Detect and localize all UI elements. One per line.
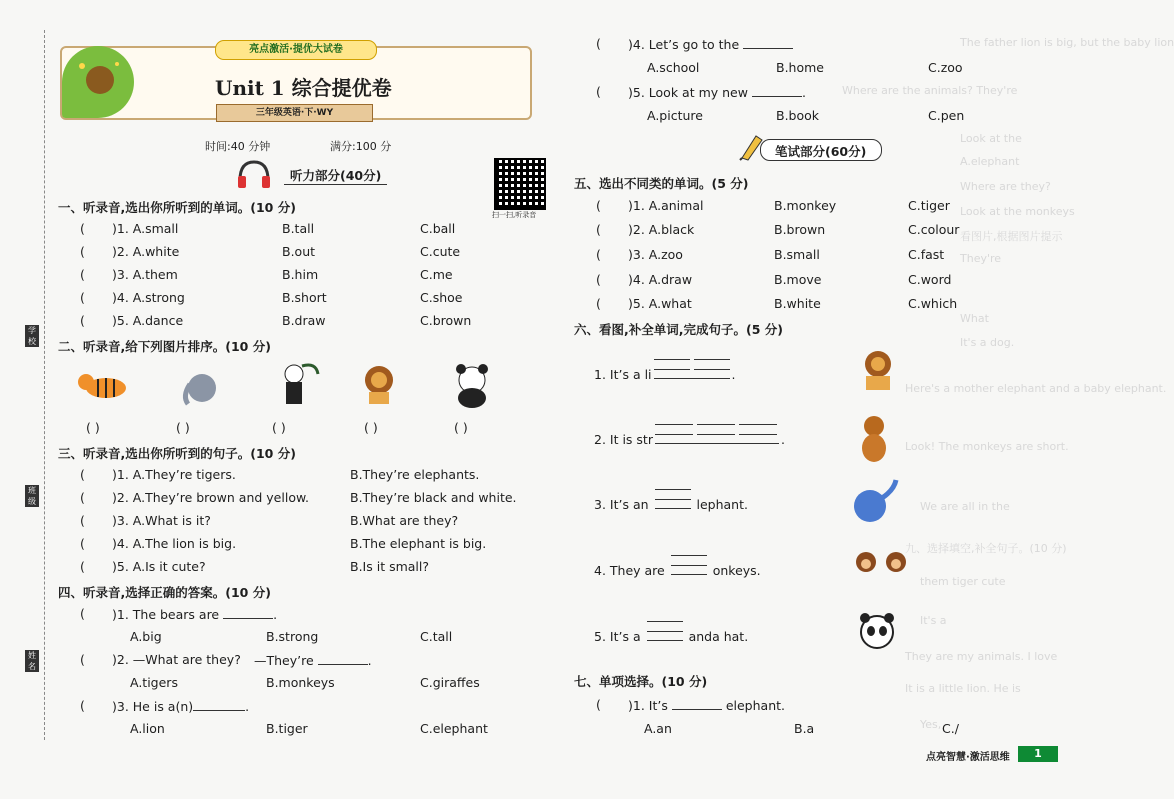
option: C.cute: [420, 244, 461, 259]
section-title: 六、看图,补全单词,完成句子。(5 分): [574, 322, 783, 337]
paren: (: [80, 652, 85, 667]
option: )2. A.white: [112, 244, 180, 259]
answer-paren[interactable]: ( ): [272, 420, 286, 435]
question: [628, 697, 785, 713]
option: B.a: [794, 721, 815, 736]
option: )5. A.dance: [112, 313, 184, 328]
paren: (: [596, 697, 601, 712]
ghost-text: They are my animals. I love: [905, 650, 1058, 663]
answer-blank[interactable]: [672, 697, 722, 710]
question-text: )2. —What are they?: [112, 652, 241, 667]
question: )3. He is a(n) .: [112, 699, 250, 714]
paren: (: [596, 36, 601, 51]
ghost-text: Look! The monkeys are short.: [905, 440, 1069, 453]
sentence-prefix: 5. It’s a: [594, 629, 641, 644]
ghost-text: Where are the animals? They're: [842, 84, 1018, 97]
option: A.lion: [130, 721, 165, 736]
answer-blank[interactable]: [223, 606, 273, 619]
header-banner: 亮点激活·提优大试卷: [215, 40, 377, 60]
ghost-text: Look at the: [960, 132, 1022, 145]
letter-lines[interactable]: [669, 561, 709, 575]
option: B.monkey: [774, 198, 837, 213]
ghost-text: Yes,: [920, 718, 942, 731]
option: B.white: [774, 296, 821, 311]
paren: (: [80, 490, 85, 505]
sentence-suffix: .: [731, 367, 736, 382]
answer-paren[interactable]: ( ): [364, 420, 378, 435]
footer-slogan: 点亮智慧·激活思维: [926, 752, 1010, 763]
paren: (: [80, 536, 85, 551]
option: C.tall: [420, 629, 453, 644]
option: )1. A.small: [112, 221, 179, 236]
option: C.colour: [908, 222, 960, 237]
question-text: )3. He is a(n): [112, 699, 194, 714]
elephant-picture: [848, 476, 900, 522]
option: A.tigers: [130, 675, 178, 690]
time-info: 时间:40 分钟: [205, 140, 271, 153]
answer-blank[interactable]: [193, 698, 245, 711]
option: C.zoo: [928, 60, 963, 75]
option: C.elephant: [420, 721, 488, 736]
ghost-text: The father lion is big, but the baby lion: [960, 36, 1174, 49]
bear-picture: [856, 412, 908, 458]
option: B.tiger: [266, 721, 308, 736]
written-section-label: 笔试部分(60分): [775, 144, 867, 159]
panda-hanging-picture: [276, 360, 328, 406]
question-text: —They’re: [254, 653, 314, 668]
score-info: 满分:100 分: [330, 140, 392, 153]
option: )3. A.them: [112, 267, 178, 282]
option: A.school: [647, 60, 700, 75]
option: C./: [942, 721, 959, 736]
fill-sentence: [594, 627, 748, 644]
page-number: 1: [1018, 746, 1058, 762]
ghost-text: A.elephant: [960, 155, 1020, 168]
paren: (: [80, 244, 85, 259]
option: )1. A.animal: [628, 198, 704, 213]
option: C.shoe: [420, 290, 463, 305]
paren: (: [80, 513, 85, 528]
sentence-suffix: .: [780, 432, 785, 447]
tiger-picture: [76, 364, 128, 410]
sentence-suffix: anda hat.: [688, 629, 749, 644]
page-title: Unit 1 综合提优卷: [215, 76, 392, 100]
ghost-text: We are all in the: [920, 500, 1010, 513]
option: A.picture: [647, 108, 703, 123]
headphones-icon: [236, 158, 272, 193]
fill-sentence: [594, 430, 785, 447]
question: —They’re .: [254, 653, 372, 668]
lion-picture: [357, 362, 409, 408]
question-text: )1. The bears are: [112, 607, 220, 622]
listening-section-label: 听力部分(40分): [284, 166, 387, 185]
option: )5. A.Is it cute?: [112, 559, 206, 574]
lion-picture: [856, 348, 908, 394]
sentence-prefix: 2. It is str: [594, 432, 653, 447]
question: )5. Look at my new .: [628, 85, 806, 100]
question-text: )4. Let’s go to the: [628, 37, 740, 52]
option: B.The elephant is big.: [350, 536, 487, 551]
option: B.Is it small?: [350, 559, 429, 574]
option: )4. A.draw: [628, 272, 693, 287]
option: )1. A.They’re tigers.: [112, 467, 236, 482]
option: C.brown: [420, 313, 472, 328]
section-title: 一、听录音,选出你所听到的单词。(10 分): [58, 200, 296, 215]
option: )2. A.black: [628, 222, 695, 237]
paren: (: [80, 606, 85, 621]
letter-lines[interactable]: [653, 495, 693, 509]
answer-paren[interactable]: ( ): [176, 420, 190, 435]
margin-label: 姓名: [25, 650, 39, 672]
option: C.me: [420, 267, 453, 282]
option: C.fast: [908, 247, 945, 262]
option: )4. A.The lion is big.: [112, 536, 237, 551]
header-subtitle: 三年级英语·下·WY: [216, 104, 373, 122]
answer-blank[interactable]: [752, 84, 802, 97]
paren: (: [80, 267, 85, 282]
question-text: )5. Look at my new: [628, 85, 748, 100]
option: B.They’re black and white.: [350, 490, 517, 505]
paren: (: [596, 296, 601, 311]
sentence-prefix: 4. They are: [594, 563, 665, 578]
elephant-picture: [180, 362, 232, 408]
section-title: 五、选出不同类的单词。(5 分): [574, 176, 749, 191]
sentence-suffix: lephant.: [696, 497, 748, 512]
section-title: 七、单项选择。(10 分): [574, 674, 708, 689]
option: B.tall: [282, 221, 315, 236]
option: )2. A.They’re brown and yellow.: [112, 490, 310, 505]
option: A.big: [130, 629, 162, 644]
option: C.word: [908, 272, 952, 287]
answer-paren[interactable]: ( ): [86, 420, 100, 435]
option: )3. A.zoo: [628, 247, 683, 262]
ghost-text: Where are they?: [960, 180, 1051, 193]
question: )1. The bears are .: [112, 607, 278, 622]
paren: (: [596, 272, 601, 287]
letter-lines[interactable]: [645, 627, 685, 641]
question-text: elephant.: [725, 698, 785, 713]
paren: (: [80, 290, 85, 305]
option: B.him: [282, 267, 319, 282]
ghost-text: 九、选择填空,补全句子。(10 分): [905, 542, 1067, 555]
option: B.strong: [266, 629, 319, 644]
fill-sentence: [594, 495, 748, 512]
option: B.book: [776, 108, 820, 123]
answer-blank[interactable]: [318, 652, 368, 665]
option: )3. A.What is it?: [112, 513, 211, 528]
ghost-text: Here's a mother elephant and a baby elephant.: [905, 382, 1167, 395]
option: B.move: [774, 272, 822, 287]
paren: (: [80, 313, 85, 328]
option: B.monkeys: [266, 675, 335, 690]
option: A.an: [644, 721, 672, 736]
paren: (: [80, 221, 85, 236]
letter-lines[interactable]: [652, 365, 732, 379]
option: B.out: [282, 244, 316, 259]
section-title: 二、听录音,给下列图片排序。(10 分): [58, 339, 271, 354]
option: B.small: [774, 247, 820, 262]
section-title: 三、听录音,选出你所听到的句子。(10 分): [58, 446, 296, 461]
option: C.which: [908, 296, 958, 311]
leaf-logo-icon: [62, 46, 134, 118]
fill-sentence: [594, 561, 761, 578]
option: C.tiger: [908, 198, 950, 213]
ghost-text: What: [960, 312, 989, 325]
ghost-text: It is a little lion. He is: [905, 682, 1021, 695]
fill-sentence: [594, 365, 736, 382]
binding-line: [44, 30, 45, 740]
qr-code[interactable]: [494, 158, 546, 210]
option: C.pen: [928, 108, 965, 123]
paren: (: [80, 698, 85, 713]
option: )4. A.strong: [112, 290, 185, 305]
paren: (: [596, 84, 601, 99]
option: B.brown: [774, 222, 826, 237]
sentence-suffix: onkeys.: [712, 563, 761, 578]
option: C.ball: [420, 221, 456, 236]
ghost-text: They're: [960, 252, 1002, 265]
panda-picture: [856, 610, 908, 656]
option: C.giraffes: [420, 675, 480, 690]
option: B.draw: [282, 313, 326, 328]
paren: (: [596, 247, 601, 262]
ghost-text: Look at the monkeys: [960, 205, 1075, 218]
ghost-text: 看图片,根据图片提示: [960, 230, 1063, 243]
section-title: 四、听录音,选择正确的答案。(10 分): [58, 585, 271, 600]
paren: (: [80, 559, 85, 574]
option: B.They’re elephants.: [350, 467, 480, 482]
question: [628, 36, 793, 52]
question-text: )1. It’s: [628, 698, 668, 713]
monkeys-picture: [852, 548, 904, 594]
panda-picture: [448, 360, 500, 406]
qr-caption: 扫一扫,听录音: [492, 211, 537, 219]
ghost-text: them tiger cute: [920, 575, 1006, 588]
sentence-prefix: 1. It’s a li: [594, 367, 652, 382]
paren: (: [80, 467, 85, 482]
option: B.short: [282, 290, 327, 305]
letter-lines[interactable]: [653, 430, 781, 444]
ghost-text: It's a dog.: [960, 336, 1015, 349]
option: )5. A.what: [628, 296, 692, 311]
sentence-prefix: 3. It’s an: [594, 497, 649, 512]
answer-paren[interactable]: ( ): [454, 420, 468, 435]
paren: (: [596, 222, 601, 237]
option: B.home: [776, 60, 824, 75]
paren: (: [596, 198, 601, 213]
margin-label: 学校: [25, 325, 39, 347]
ghost-text: It's a: [920, 614, 947, 627]
answer-blank[interactable]: [743, 36, 793, 49]
margin-label: 班级: [25, 485, 39, 507]
option: B.What are they?: [350, 513, 459, 528]
